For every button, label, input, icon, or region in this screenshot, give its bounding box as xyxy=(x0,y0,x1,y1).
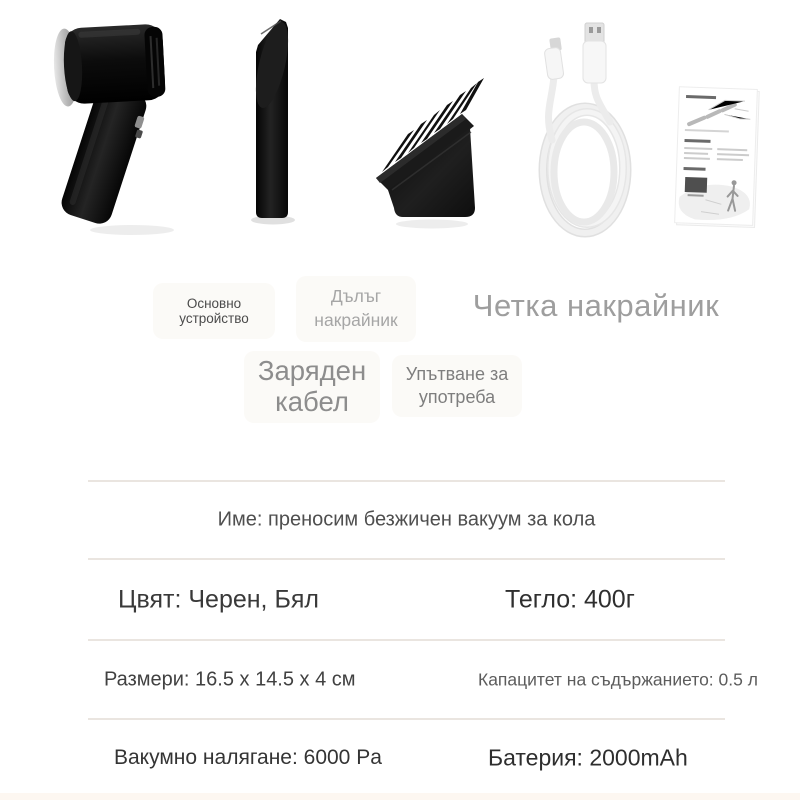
long-nozzle-image xyxy=(240,12,300,227)
spec-product-name: Име: преносим безжичен вакуум за кола xyxy=(217,508,596,531)
label-user-manual-text: Упътване за употреба xyxy=(405,363,509,407)
spec-dimensions: Размери: 16.5 x 14.5 x 4 см xyxy=(104,668,356,690)
brush-nozzle-image xyxy=(372,50,487,230)
label-brush-nozzle-text: Четка накрайник xyxy=(472,288,720,323)
label-user-manual xyxy=(392,355,522,417)
spec-vacuum-pressure: Вакумно налягане: 6000 Pa xyxy=(114,746,382,769)
spec-capacity: Капацитет на съдържанието: 0.5 л xyxy=(478,669,758,689)
label-main-unit-text: Основно устройство xyxy=(179,296,249,326)
charging-cable-image xyxy=(530,12,640,242)
label-charging-cable xyxy=(244,351,380,423)
bottom-strip xyxy=(0,793,800,800)
spec-row-name xyxy=(88,482,725,560)
spec-row-size-capacity xyxy=(88,641,758,720)
user-manual-image xyxy=(663,80,763,232)
spec-battery: Батерия: 2000mAh xyxy=(488,744,688,771)
label-long-nozzle-text: Дълъг накрайник xyxy=(314,286,398,330)
spec-row-color-weight xyxy=(88,560,725,641)
spec-color: Цвят: Черен, Бял xyxy=(118,585,319,613)
label-brush-nozzle xyxy=(462,284,730,328)
label-charging-cable-text: Заряден кабел xyxy=(257,355,367,417)
spec-weight: Тегло: 400г xyxy=(505,585,635,613)
label-main-unit xyxy=(153,283,275,339)
label-long-nozzle xyxy=(296,276,416,342)
spec-table xyxy=(88,480,758,795)
vacuum-main-unit-image xyxy=(40,8,175,238)
spec-row-pressure-battery xyxy=(88,720,725,798)
